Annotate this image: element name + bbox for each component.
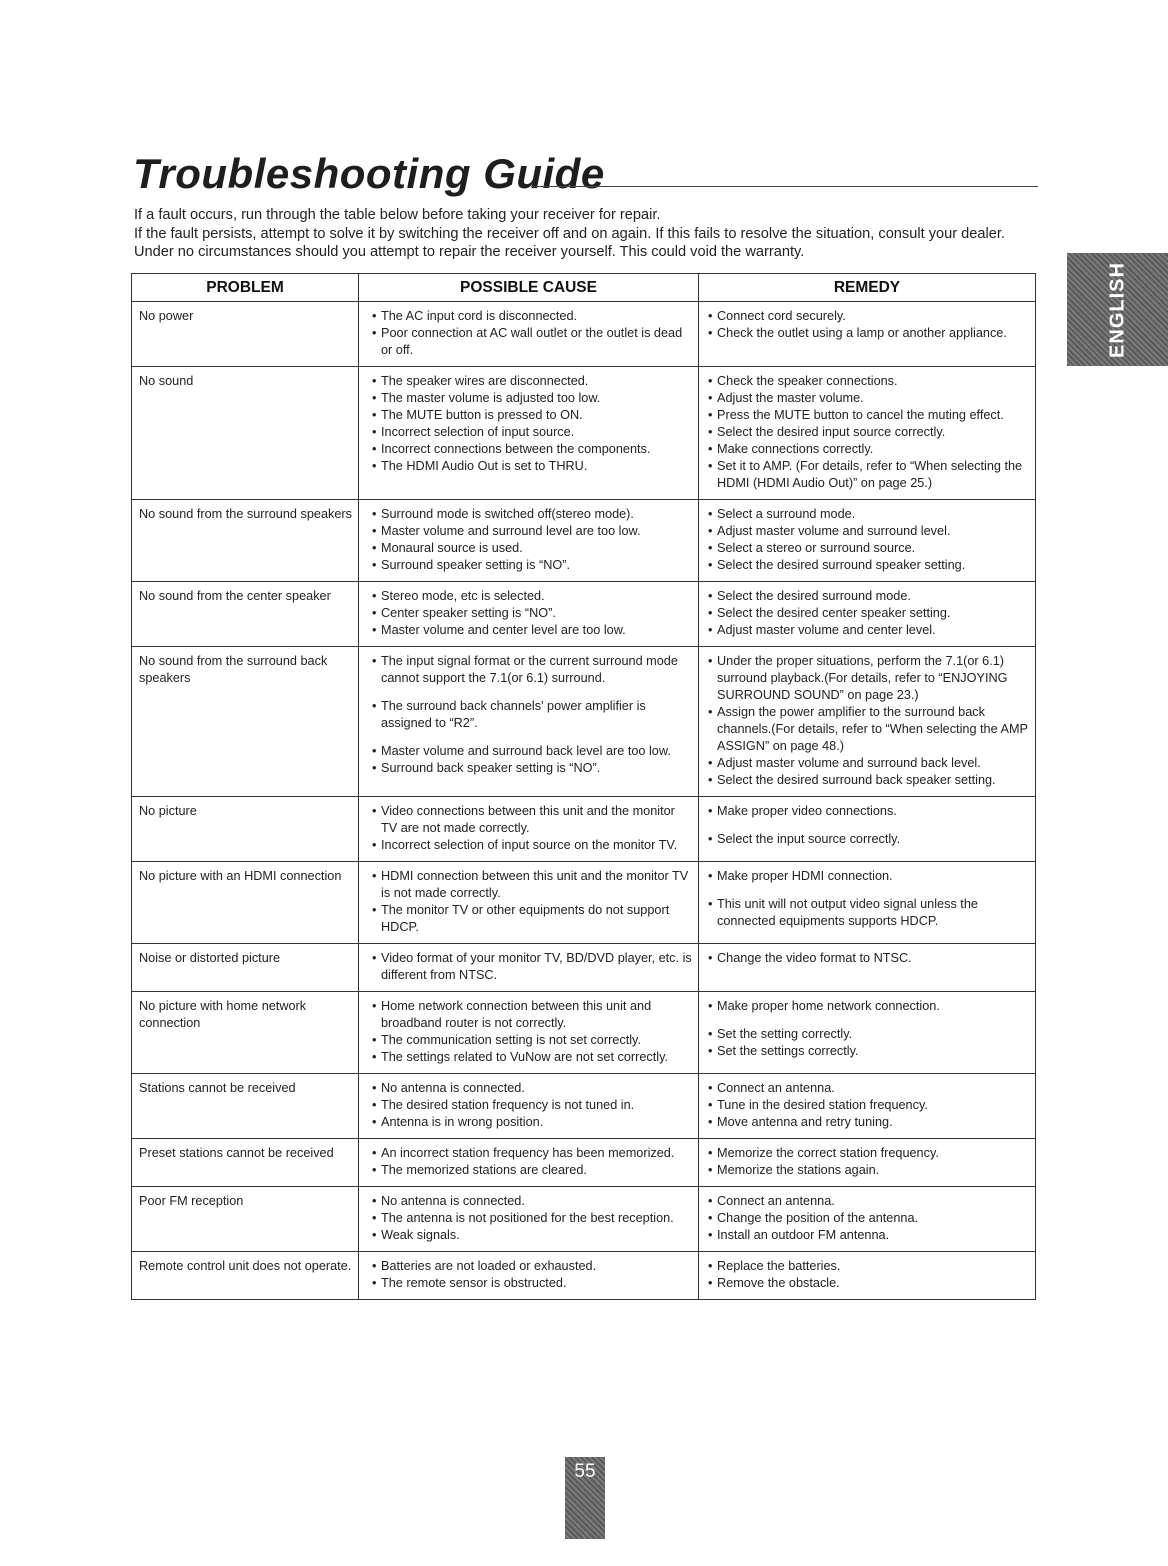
cause-item: • Incorrect connections between the components. — [372, 441, 692, 458]
remedy-cell-list — [708, 373, 1029, 492]
remedy-cell — [699, 367, 1036, 500]
problem-cell: No sound — [132, 367, 359, 500]
problem-cell: No sound from the surround speakers — [132, 500, 359, 582]
cause-cell — [359, 1074, 699, 1139]
intro-paragraph: If a fault occurs, run through the table below before taking your receiver for repair. — [134, 207, 661, 223]
table-row — [132, 367, 1036, 500]
remedy-item: • Change the position of the antenna. — [708, 1210, 1029, 1227]
problem-cell: Stations cannot be received — [132, 1074, 359, 1139]
table-row — [132, 944, 1036, 992]
cause-cell-list — [372, 803, 692, 854]
remedy-cell — [699, 944, 1036, 992]
cause-item: • Weak signals. — [372, 1227, 692, 1244]
table-row — [132, 1139, 1036, 1187]
cause-cell-list — [372, 1145, 692, 1179]
cause-item: • The speaker wires are disconnected. — [372, 373, 692, 390]
cause-cell-list — [372, 653, 692, 777]
table-row — [132, 1252, 1036, 1300]
table-row — [132, 302, 1036, 367]
cause-cell — [359, 647, 699, 797]
remedy-item: • Select a stereo or surround source. — [708, 540, 1029, 557]
table-row — [132, 797, 1036, 862]
problem-cell: No sound from the surround back speakers — [132, 647, 359, 797]
remedy-cell-list — [708, 1080, 1029, 1131]
remedy-cell — [699, 1139, 1036, 1187]
cause-cell — [359, 367, 699, 500]
page-number-tab — [565, 1457, 605, 1539]
remedy-cell-list — [708, 653, 1029, 789]
language-tab — [1067, 253, 1168, 366]
cause-item: • Surround back speaker setting is “NO”. — [372, 760, 692, 777]
problem-cell: No picture — [132, 797, 359, 862]
remedy-item: • Adjust master volume and center level. — [708, 622, 1029, 639]
cause-cell-list — [372, 998, 692, 1066]
intro-text — [134, 206, 1034, 262]
cause-item: • Batteries are not loaded or exhausted. — [372, 1258, 692, 1275]
remedy-cell-list — [708, 868, 1029, 930]
cause-item: • The antenna is not positioned for the best reception. — [372, 1210, 692, 1227]
remedy-item: • Select the desired surround speaker setting. — [708, 557, 1029, 574]
table-row — [132, 1187, 1036, 1252]
cause-cell — [359, 1252, 699, 1300]
cause-item: • An incorrect station frequency has been memorized. — [372, 1145, 692, 1162]
remedy-item: • Select the desired surround mode. — [708, 588, 1029, 605]
remedy-item: • Make proper video connections. — [708, 803, 1029, 820]
cause-item: • Poor connection at AC wall outlet or the outlet is dead or off. — [372, 325, 692, 359]
remedy-item: • Adjust master volume and surround level. — [708, 523, 1029, 540]
cause-cell-list — [372, 373, 692, 475]
problem-cell: Poor FM reception — [132, 1187, 359, 1252]
remedy-cell-list — [708, 998, 1029, 1060]
remedy-item: • Check the speaker connections. — [708, 373, 1029, 390]
remedy-cell-list — [708, 1145, 1029, 1179]
problem-cell: No sound from the center speaker — [132, 582, 359, 647]
cause-cell-list — [372, 308, 692, 359]
cause-item: • Master volume and surround back level are too low. — [372, 743, 692, 760]
cause-item: • HDMI connection between this unit and the monitor TV is not made correctly. — [372, 868, 692, 902]
cause-item: • Surround speaker setting is “NO”. — [372, 557, 692, 574]
remedy-item: • Tune in the desired station frequency. — [708, 1097, 1029, 1114]
remedy-cell — [699, 862, 1036, 944]
table-header-row — [132, 274, 1036, 302]
cause-item: • Home network connection between this unit and broadband router is not correctly. — [372, 998, 692, 1032]
cause-item: • The desired station frequency is not tuned in. — [372, 1097, 692, 1114]
cause-cell-list — [372, 950, 692, 984]
remedy-item: • Move antenna and retry tuning. — [708, 1114, 1029, 1131]
cause-item: • Incorrect selection of input source on the monitor TV. — [372, 837, 692, 854]
table-body — [132, 302, 1036, 1300]
remedy-cell — [699, 582, 1036, 647]
remedy-item: • Make proper home network connection. — [708, 998, 1029, 1015]
cause-item: • Video format of your monitor TV, BD/DVD player, etc. is different from NTSC. — [372, 950, 692, 984]
page-title: Troubleshooting Guide — [133, 150, 605, 197]
cause-cell — [359, 992, 699, 1074]
remedy-item: • Set the settings correctly. — [708, 1043, 1029, 1060]
remedy-item: • Change the video format to NTSC. — [708, 950, 1029, 967]
remedy-item: • Connect cord securely. — [708, 308, 1029, 325]
cause-item: • Surround mode is switched off(stereo mode). — [372, 506, 692, 523]
remedy-item: • Set it to AMP. (For details, refer to “When selecting the HDMI (HDMI Audio Out)” on page 25.) — [708, 458, 1029, 492]
cause-cell — [359, 1187, 699, 1252]
remedy-item: • Select the desired surround back speaker setting. — [708, 772, 1029, 789]
remedy-item: • Remove the obstacle. — [708, 1275, 1029, 1292]
remedy-item: • Assign the power amplifier to the surround back channels.(For details, refer to “When selecting the AMP ASSIGN” on page 48.) — [708, 704, 1029, 755]
remedy-item: • Under the proper situations, perform the 7.1(or 6.1) surround playback.(For details, refer to “ENJOYING SURROUND SOUND” on page 23.) — [708, 653, 1029, 704]
table-row — [132, 500, 1036, 582]
cause-item: • The monitor TV or other equipments do not support HDCP. — [372, 902, 692, 936]
remedy-cell-list — [708, 950, 1029, 967]
remedy-item: • Check the outlet using a lamp or another appliance. — [708, 325, 1029, 342]
header-remedy: REMEDY — [699, 274, 1036, 302]
problem-cell: Preset stations cannot be received — [132, 1139, 359, 1187]
cause-item: • Antenna is in wrong position. — [372, 1114, 692, 1131]
table-row — [132, 862, 1036, 944]
cause-cell-list — [372, 1193, 692, 1244]
cause-cell — [359, 1139, 699, 1187]
problem-cell: No picture with an HDMI connection — [132, 862, 359, 944]
language-tab-label: ENGLISH — [1106, 261, 1128, 358]
cause-item: • The MUTE button is pressed to ON. — [372, 407, 692, 424]
remedy-cell — [699, 302, 1036, 367]
header-possible-cause: POSSIBLE CAUSE — [359, 274, 699, 302]
cause-item: • No antenna is connected. — [372, 1080, 692, 1097]
cause-cell-list — [372, 588, 692, 639]
remedy-cell-list — [708, 1193, 1029, 1244]
remedy-cell — [699, 992, 1036, 1074]
remedy-item: • Adjust the master volume. — [708, 390, 1029, 407]
cause-item: • The settings related to VuNow are not set correctly. — [372, 1049, 692, 1066]
table-row — [132, 992, 1036, 1074]
table-row — [132, 647, 1036, 797]
cause-item: • Video connections between this unit and the monitor TV are not made correctly. — [372, 803, 692, 837]
cause-item: • Master volume and surround level are too low. — [372, 523, 692, 540]
remedy-cell — [699, 647, 1036, 797]
cause-item: • The memorized stations are cleared. — [372, 1162, 692, 1179]
remedy-cell-list — [708, 308, 1029, 342]
title-rule — [531, 186, 1038, 187]
table-row — [132, 582, 1036, 647]
remedy-item: • Set the setting correctly. — [708, 1026, 1029, 1043]
cause-item: • The input signal format or the current surround mode cannot support the 7.1(or 6.1) surround. — [372, 653, 692, 687]
cause-item: • Monaural source is used. — [372, 540, 692, 557]
cause-item: • The master volume is adjusted too low. — [372, 390, 692, 407]
cause-item: • The communication setting is not set correctly. — [372, 1032, 692, 1049]
remedy-cell — [699, 1074, 1036, 1139]
remedy-item: • Connect an antenna. — [708, 1080, 1029, 1097]
remedy-cell — [699, 797, 1036, 862]
cause-item: • The surround back channels' power amplifier is assigned to “R2”. — [372, 698, 692, 732]
cause-item: • No antenna is connected. — [372, 1193, 692, 1210]
remedy-item: • Select the input source correctly. — [708, 831, 1029, 848]
remedy-cell — [699, 500, 1036, 582]
remedy-cell-list — [708, 506, 1029, 574]
cause-cell-list — [372, 506, 692, 574]
table-row — [132, 1074, 1036, 1139]
troubleshooting-table — [131, 273, 1036, 1300]
remedy-item: • Install an outdoor FM antenna. — [708, 1227, 1029, 1244]
problem-cell: No power — [132, 302, 359, 367]
remedy-item: • Select the desired center speaker setting. — [708, 605, 1029, 622]
cause-item: • The remote sensor is obstructed. — [372, 1275, 692, 1292]
remedy-cell-list — [708, 803, 1029, 848]
cause-cell — [359, 500, 699, 582]
problem-cell: Noise or distorted picture — [132, 944, 359, 992]
remedy-item: • Replace the batteries. — [708, 1258, 1029, 1275]
cause-cell — [359, 862, 699, 944]
cause-item: • Incorrect selection of input source. — [372, 424, 692, 441]
problem-cell: No picture with home network connection — [132, 992, 359, 1074]
remedy-item: • This unit will not output video signal unless the connected equipments supports HDCP. — [708, 896, 1029, 930]
cause-cell — [359, 302, 699, 367]
title-area — [133, 150, 1038, 198]
cause-cell — [359, 797, 699, 862]
problem-cell: Remote control unit does not operate. — [132, 1252, 359, 1300]
header-problem: PROBLEM — [132, 274, 359, 302]
remedy-cell-list — [708, 1258, 1029, 1292]
cause-item: • Stereo mode, etc is selected. — [372, 588, 692, 605]
remedy-item: • Adjust master volume and surround back level. — [708, 755, 1029, 772]
remedy-cell — [699, 1187, 1036, 1252]
cause-cell — [359, 944, 699, 992]
cause-item: • Master volume and center level are too low. — [372, 622, 692, 639]
remedy-cell — [699, 1252, 1036, 1300]
remedy-item: • Press the MUTE button to cancel the muting effect. — [708, 407, 1029, 424]
cause-cell-list — [372, 1080, 692, 1131]
cause-cell-list — [372, 1258, 692, 1292]
page-number: 55 — [574, 1461, 596, 1482]
remedy-item: • Make connections correctly. — [708, 441, 1029, 458]
cause-item: • Center speaker setting is “NO”. — [372, 605, 692, 622]
cause-cell-list — [372, 868, 692, 936]
cause-item: • The HDMI Audio Out is set to THRU. — [372, 458, 692, 475]
intro-paragraph: If the fault persists, attempt to solve it by switching the receiver off and on again. If this fails to resolve the situation, consult your dealer. Under no circumstances should you attempt to repair the receiver yourself. This could void the warranty. — [134, 225, 1005, 260]
remedy-item: • Select a surround mode. — [708, 506, 1029, 523]
cause-item: • The AC input cord is disconnected. — [372, 308, 692, 325]
remedy-item: • Memorize the stations again. — [708, 1162, 1029, 1179]
remedy-item: • Connect an antenna. — [708, 1193, 1029, 1210]
remedy-item: • Memorize the correct station frequency. — [708, 1145, 1029, 1162]
remedy-cell-list — [708, 588, 1029, 639]
remedy-item: • Make proper HDMI connection. — [708, 868, 1029, 885]
remedy-item: • Select the desired input source correctly. — [708, 424, 1029, 441]
cause-cell — [359, 582, 699, 647]
